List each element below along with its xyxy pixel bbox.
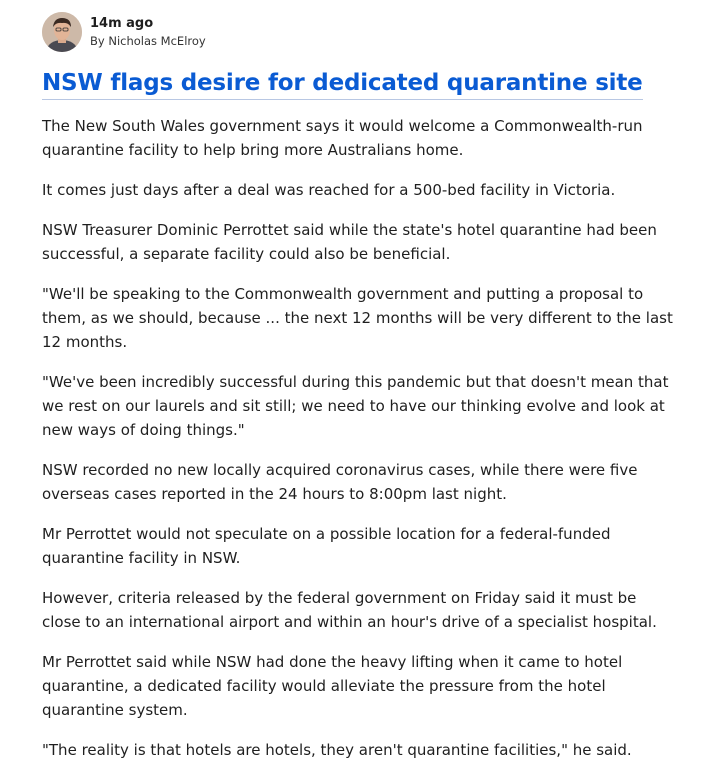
post-body	[42, 114, 682, 778]
post-timestamp: 14m ago	[90, 16, 154, 31]
post-byline: By Nicholas McElroy	[90, 34, 206, 48]
body-paragraph: "The reality is that hotels are hotels, they aren't quarantine facilities," he said.	[42, 741, 632, 759]
post-meta-text	[90, 15, 206, 49]
body-paragraph: "We'll be speaking to the Commonwealth government and putting a proposal to them, as we should, because ... the next 12 months will be very different to the last 12 months.	[42, 285, 673, 351]
post-headline[interactable]: NSW flags desire for dedicated quarantine site	[42, 68, 643, 100]
body-paragraph: Mr Perrottet said while NSW had done the heavy lifting when it came to hotel quarantine, a dedicated facility would alleviate the pressure from the hotel quarantine system.	[42, 653, 623, 719]
body-paragraph: It comes just days after a deal was reached for a 500-bed facility in Victoria.	[42, 181, 616, 199]
post-meta	[42, 12, 206, 52]
author-photo-icon	[42, 12, 82, 52]
body-paragraph: NSW recorded no new locally acquired coronavirus cases, while there were five overseas cases reported in the 24 hours to 8:00pm last night.	[42, 461, 638, 503]
body-paragraph: NSW Treasurer Dominic Perrottet said while the state's hotel quarantine had been successful, a separate facility could also be beneficial.	[42, 221, 657, 263]
body-paragraph: Mr Perrottet would not speculate on a possible location for a federal-funded quarantine facility in NSW.	[42, 525, 611, 567]
body-paragraph: However, criteria released by the federal government on Friday said it must be close to an international airport and within an hour's drive of a specialist hospital.	[42, 589, 657, 631]
body-paragraph: "We've been incredibly successful during this pandemic but that doesn't mean that we rest on our laurels and sit still; we need to have our thinking evolve and look at new ways of doing things."	[42, 373, 669, 439]
author-avatar	[42, 12, 82, 52]
body-paragraph: The New South Wales government says it would welcome a Commonwealth-run quarantine facility to help bring more Australians home.	[42, 117, 643, 159]
